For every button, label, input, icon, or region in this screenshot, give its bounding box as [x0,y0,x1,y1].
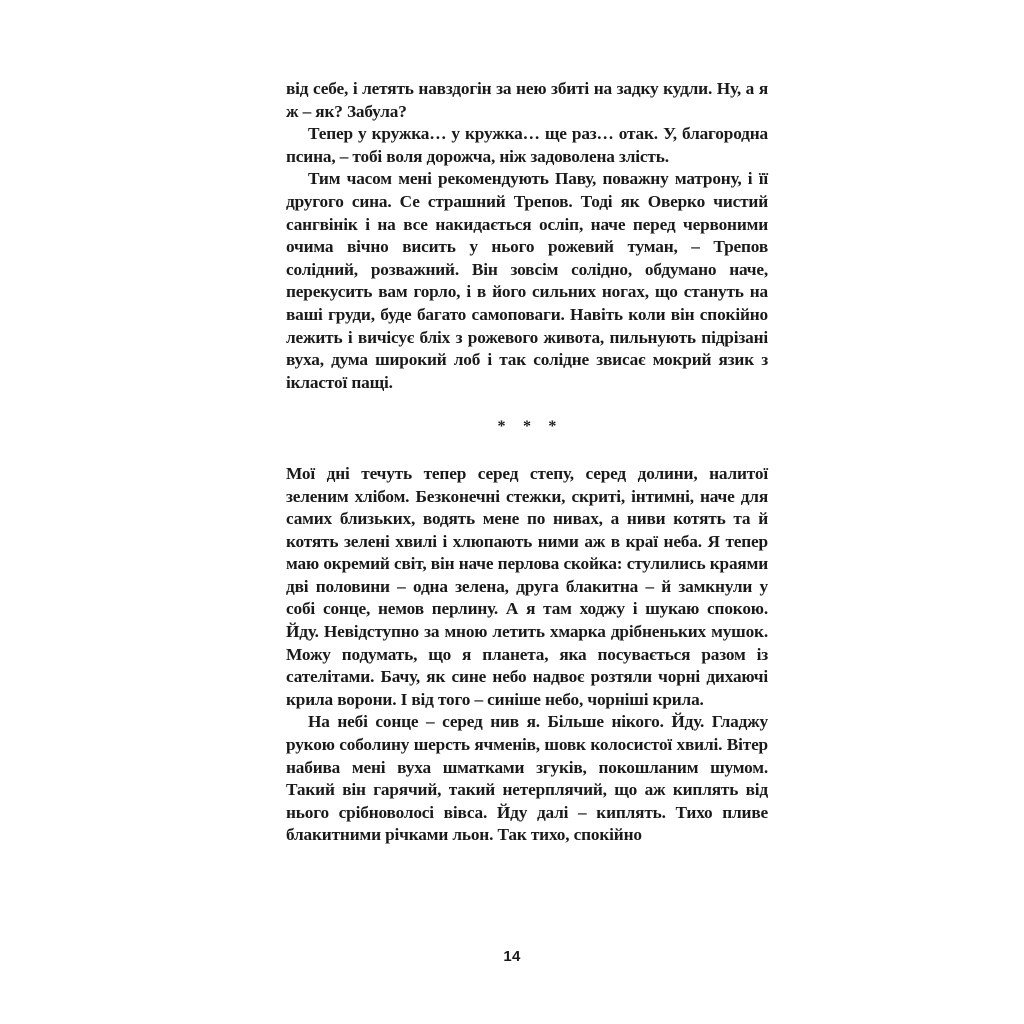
spacer-above-separator [286,394,768,416]
page-number: 14 [503,948,521,965]
paragraph-4: Мої дні течуть тепер серед степу, серед долини, налитої зеленим хлібом. Безконечні стежки, скриті, інтимні, наче для самих близьких, водять мене по нивах, а ниви котять та й котять зелені хвилі і хлюпають ними аж в краї неба. Я тепер маю окремий світ, він наче перлова скойка: стулились краями дві половини – одна зелена, друга блакитна – й замкнули у собі сонце, немов перлину. А я там ходжу і шукаю спокою. Йду. Невідступно за мною летить хмарка дрібненьких мушок. Можу подумать, що я планета, яка посувається разом із сателітами. Бачу, як сине небо надвоє розтяли чорні дихаючі крила ворони. І від того – синіше небо, чорніші крила. [286,463,768,709]
text-column [286,78,768,847]
paragraph-5: На небі сонце – серед нив я. Більше нікого. Йду. Гладжу рукою соболину шерсть ячменів, шовк колосистої хвилі. Вітер набива мені вуха шматками згуків, покошланим шумом. Такий він гарячий, такий нетерплячий, що аж киплять від нього срібноволосі вівса. Йду далі – киплять. Тихо пливе блакитними річками льон. Так тихо, спокійно [286,712,768,845]
section-separator: * * * [497,418,564,436]
paragraph-2: Тепер у кружка… у кружка… ще раз… отак. У, благородна псина, – тобі воля дорожча, ніж задоволена злість. [286,124,768,166]
spacer-below-separator [286,439,768,463]
paragraph-3: Тим часом мені рекомендують Паву, поважну матрону, і її другого сина. Се страшний Трепов. Тоді як Оверко чистий сангвінік і на все накидається осліп, наче перед червоними очима вічно висить у нього рожевий туман, – Трепов солідний, розважний. Він зовсім солідно, обдумано наче, перекусить вам горло, і в його сильних ногах, що стануть на ваші груди, буде багато самоповаги. Навіть коли він спокійно лежить і вичісує бліх з рожевого живота, пильнують підрізані вуха, дума широкий лоб і так солідне звисає мокрий язик з ікластої пащі. [286,169,768,392]
paragraph-1: від себе, і летять навздогін за нею збиті на задку кудли. Ну, а я ж – як? Забула? [286,79,768,121]
